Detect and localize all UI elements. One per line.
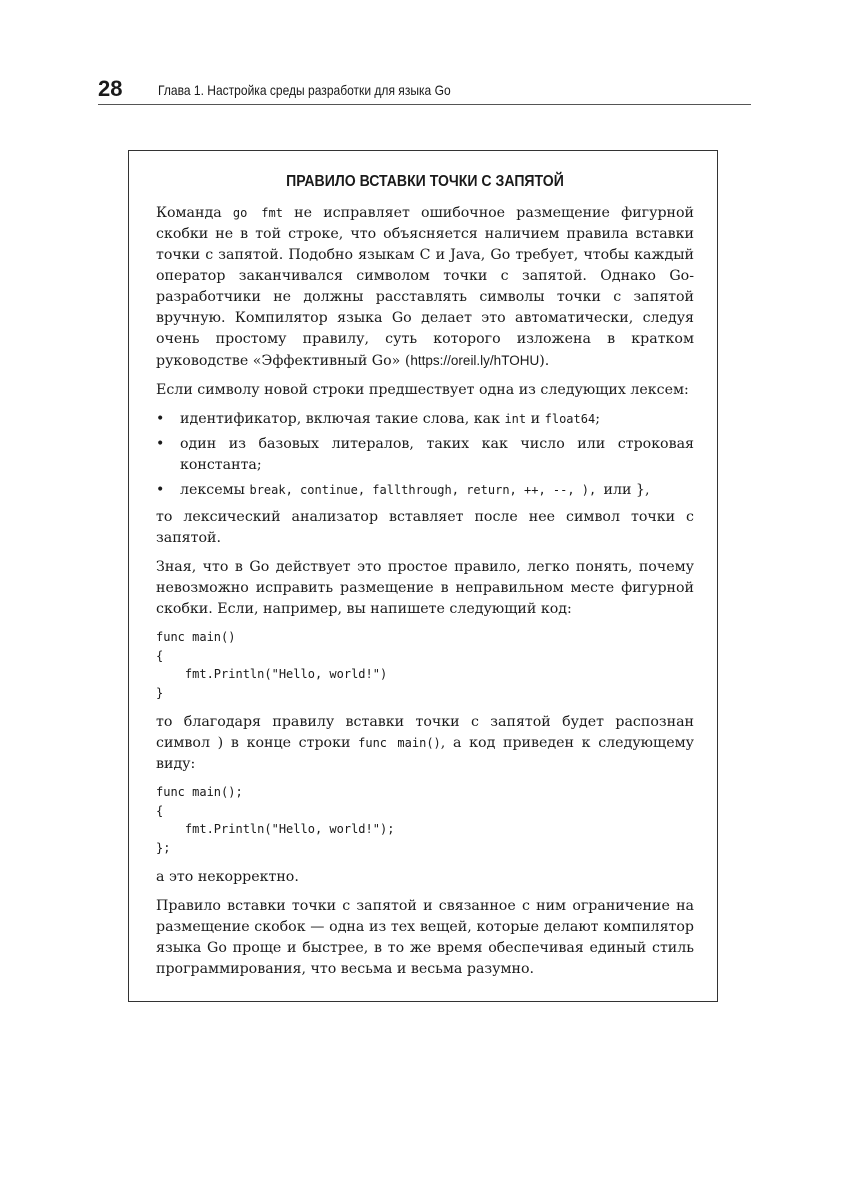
- page-header: [98, 76, 751, 105]
- text: Команда: [156, 205, 233, 221]
- inline-code: float64: [544, 412, 596, 426]
- text: ).: [539, 353, 550, 369]
- inline-code: int: [504, 412, 527, 426]
- chapter-title: Глава 1. Настройка среды разработки для языка Go: [158, 82, 451, 98]
- paragraph-conclusion: Правило вставки точки с запятой и связанное с ним ограничение на размещение скобок — одна из тех вещей, которые делают компилятор языка Go проще и быстрее, в то же время обеспечивая единый стиль программирования, что весьма и весьма разумно.: [156, 898, 694, 977]
- paragraph-lexer: то лексический анализатор вставляет после нее символ точки с запятой.: [156, 509, 694, 546]
- page-number: 28: [98, 76, 123, 101]
- bullet-icon: •: [156, 482, 165, 498]
- text: один из базовых литералов, таких как число или строковая константа;: [180, 436, 694, 473]
- paragraph-lexemes-intro: Если символу новой строки предшествует одна из следующих лексем:: [156, 382, 689, 398]
- bullet-icon: •: [156, 411, 165, 427]
- inline-code: func main(): [358, 736, 441, 750]
- paragraph-example-intro: Зная, что в Go действует это простое правило, легко понять, почему невозможно исправить размещение в неправильном месте фигурной скобки. Если, например, вы напишете следующий код:: [156, 559, 694, 617]
- inline-code: go fmt: [232, 206, 283, 220]
- paragraph-transformation: [156, 712, 694, 775]
- sidebar-box: [128, 150, 718, 1002]
- list-item: [156, 409, 694, 430]
- link-effective-go[interactable]: https://oreil.ly/hTOHU: [410, 353, 540, 368]
- text: или },: [603, 482, 650, 498]
- paragraph-incorrect: а это некорректно.: [156, 869, 299, 885]
- inline-code: break, continue, fallthrough, return, ++, --, ),: [249, 483, 604, 497]
- text: ;: [595, 411, 600, 427]
- text: и: [526, 411, 545, 427]
- list-item: [156, 480, 694, 501]
- sidebar-box-content: [156, 173, 694, 988]
- text: то благодаря правилу вставки точки с запятой будет распознан символ ) в конце строки: [156, 714, 694, 751]
- text: не исправляет ошибочное размещение фигурной скобки не в той строке, что объясняется наличием правила вставки точки с запятой. Подобно языкам С и Java, Go требует, чтобы каждый оператор заканчивался символом точки с запятой. Однако Go-разработчики не должны расставлять символы точки с запятой вручную. Компилятор языка Go делает это автоматически, следуя очень простому правилу, суть которого изложена в кратком руководстве «Эффективный Go» (: [156, 205, 694, 369]
- code-block-original: func main() { fmt.Println("Hello, world!") }: [156, 630, 388, 700]
- code-block-transformed: func main(); { fmt.Println("Hello, world!"); };: [156, 785, 395, 855]
- bullet-icon: •: [156, 436, 165, 452]
- lexeme-list: [156, 409, 694, 501]
- text: лексемы: [180, 482, 250, 498]
- text: идентификатор, включая такие слова, как: [180, 411, 505, 427]
- text: , а код приведен к следующему виду:: [156, 735, 694, 772]
- box-title: ПРАВИЛО ВСТАВКИ ТОЧКИ С ЗАПЯТОЙ: [286, 173, 564, 190]
- list-item: [156, 434, 694, 476]
- paragraph-intro: [156, 203, 694, 372]
